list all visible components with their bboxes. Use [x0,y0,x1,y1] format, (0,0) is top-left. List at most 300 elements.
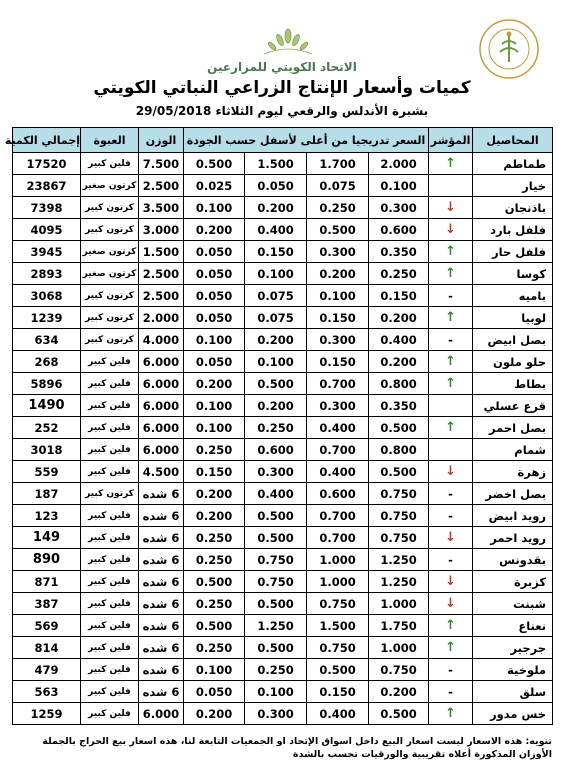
pack-cell: كرتون كبير [81,285,139,307]
price-2-cell: 0.150 [307,681,369,703]
price-4-cell: 0.500 [184,615,245,637]
indicator-cell [429,593,473,615]
price-4-cell: 0.500 [184,153,245,175]
dash-icon: - [448,486,453,501]
total-cell: 252 [13,417,81,439]
indicator-cell [429,571,473,593]
indicator-cell [429,285,473,307]
indicator-cell [429,505,473,527]
price-3-cell: 0.200 [245,395,307,417]
table-row [13,153,553,175]
table-row [13,219,553,241]
price-1-cell: 0.750 [369,483,429,505]
federation-logo [478,18,540,80]
pack-cell: كرتون صغير [81,175,139,197]
table-row [13,505,553,527]
indicator-cell [429,659,473,681]
price-4-cell: 0.050 [184,681,245,703]
table-row [13,241,553,263]
product-cell: باميه [473,285,553,307]
product-cell: فلفل بارد [473,219,553,241]
indicator-cell [429,703,473,725]
product-cell: رويد احمر [473,527,553,549]
weight-cell: 6 شده [139,549,184,571]
pack-cell: فلين كبير [81,373,139,395]
total-cell: 4095 [13,219,81,241]
price-1-cell: 0.100 [369,175,429,197]
table-row [13,549,553,571]
price-2-cell: 0.400 [307,703,369,725]
price-2-cell: 0.300 [307,329,369,351]
total-cell: 149 [13,527,81,549]
total-cell: 187 [13,483,81,505]
price-2-cell: 0.700 [307,505,369,527]
total-cell: 890 [13,549,81,571]
pack-cell: فلين كبير [81,351,139,373]
indicator-cell [429,373,473,395]
product-cell: شمام [473,439,553,461]
arrow-up-icon: ↑ [445,376,456,391]
indicator-cell [429,527,473,549]
total-cell: 559 [13,461,81,483]
indicator-cell [429,615,473,637]
table-row [13,351,553,373]
pack-cell: كرتون صغير [81,241,139,263]
indicator-cell [429,681,473,703]
arrow-up-icon: ↑ [445,354,456,369]
product-cell: بقدونس [473,549,553,571]
indicator-cell [429,219,473,241]
price-2-cell: 0.700 [307,373,369,395]
arrow-up-icon: ↑ [445,618,456,633]
indicator-cell [429,241,473,263]
pack-cell: فلين كبير [81,571,139,593]
indicator-cell [429,461,473,483]
dash-icon: - [448,552,453,567]
price-4-cell: 0.100 [184,197,245,219]
arrow-down-icon: ↓ [445,464,456,479]
report-date: بشبرة الأندلس والرقعي ليوم الثلاثاء 29/05/2018 [135,104,429,118]
price-2-cell: 0.150 [307,307,369,329]
price-1-cell: 2.000 [369,153,429,175]
pack-cell: فلين كبير [81,593,139,615]
weight-cell: 2.000 [139,307,184,329]
price-1-cell: 0.750 [369,659,429,681]
total-cell: 3945 [13,241,81,263]
arrow-up-icon: ↑ [445,640,456,655]
product-cell: حلو ملون [473,351,553,373]
price-1-cell: 0.200 [369,681,429,703]
weight-cell: 4.000 [139,329,184,351]
price-1-cell: 0.500 [369,417,429,439]
table-row [13,307,553,329]
price-1-cell: 0.350 [369,395,429,417]
weight-cell: 6 شده [139,659,184,681]
price-3-cell: 0.500 [245,527,307,549]
dash-icon: - [448,508,453,523]
weight-cell: 6 شده [139,483,184,505]
table-row [13,571,553,593]
product-cell: بصل اخضر [473,483,553,505]
price-2-cell: 1.000 [307,549,369,571]
pack-cell: فلين كبير [81,703,139,725]
product-cell: خس مدور [473,703,553,725]
price-3-cell: 0.075 [245,285,307,307]
table-row [13,483,553,505]
price-4-cell: 0.050 [184,285,245,307]
table-row [13,285,553,307]
total-cell: 23867 [13,175,81,197]
product-cell: خيار [473,175,553,197]
total-cell: 268 [13,351,81,373]
product-cell: كزبرة [473,571,553,593]
table-row [13,373,553,395]
weight-cell: 6.000 [139,703,184,725]
weight-cell: 6 شده [139,571,184,593]
pack-cell: كرتون كبير [81,219,139,241]
price-1-cell: 1.000 [369,637,429,659]
table-row [13,417,553,439]
price-2-cell: 0.750 [307,593,369,615]
price-3-cell: 0.500 [245,637,307,659]
product-cell: لوبيا [473,307,553,329]
price-1-cell: 1.000 [369,593,429,615]
pack-cell: كرتون كبير [81,197,139,219]
price-4-cell: 0.200 [184,505,245,527]
price-table [4,127,553,725]
price-1-cell: 0.200 [369,351,429,373]
total-cell: 569 [13,615,81,637]
pack-cell: كرتون كبير [81,329,139,351]
arrow-up-icon: ↑ [445,266,456,281]
pack-cell: فلين كبير [81,505,139,527]
weight-cell: 3.000 [139,219,184,241]
indicator-cell [429,395,473,417]
price-4-cell: 0.050 [184,241,245,263]
price-2-cell: 0.600 [307,483,369,505]
total-cell: 634 [13,329,81,351]
table-row [13,263,553,285]
indicator-cell [429,351,473,373]
page-header [0,0,564,125]
price-1-cell: 0.350 [369,241,429,263]
arrow-up-icon: ↑ [445,420,456,435]
price-4-cell: 0.050 [184,351,245,373]
product-cell: بصل احمر [473,417,553,439]
total-cell: 814 [13,637,81,659]
org-name: الاتحاد الكويتي للمزارعين [207,60,357,74]
price-2-cell: 0.700 [307,527,369,549]
pack-cell: فلين كبير [81,681,139,703]
price-3-cell: 0.750 [245,549,307,571]
col-header-price: السعر تدريجيا من أعلى لأسفل حسب الجودة [184,128,429,153]
weight-cell: 6 شده [139,615,184,637]
total-cell: 1239 [13,307,81,329]
arrow-up-icon: ↑ [445,156,456,171]
total-cell: 123 [13,505,81,527]
table-row [13,395,553,417]
price-4-cell: 0.200 [184,703,245,725]
table-row [13,637,553,659]
total-cell: 1259 [13,703,81,725]
price-4-cell: 0.250 [184,439,245,461]
price-3-cell: 0.150 [245,241,307,263]
table-row [13,593,553,615]
price-4-cell: 0.100 [184,395,245,417]
price-1-cell: 0.800 [369,439,429,461]
table-row [13,175,553,197]
arrow-down-icon: ↓ [445,574,456,589]
weight-cell: 6.000 [139,395,184,417]
price-3-cell: 0.300 [245,461,307,483]
product-cell: بطاط [473,373,553,395]
indicator-cell [429,417,473,439]
price-2-cell: 0.300 [307,241,369,263]
table-row [13,681,553,703]
weight-cell: 2.500 [139,175,184,197]
weight-cell: 6 شده [139,505,184,527]
product-cell: طماطم [473,153,553,175]
price-2-cell: 0.750 [307,637,369,659]
weight-cell: 6.000 [139,373,184,395]
price-2-cell: 1.700 [307,153,369,175]
dash-icon: - [448,332,453,347]
weight-cell: 3.500 [139,197,184,219]
pack-cell: فلين كبير [81,637,139,659]
price-1-cell: 0.200 [369,307,429,329]
arrow-up-icon: ↑ [445,244,456,259]
pack-cell: فلين كبير [81,417,139,439]
weight-cell: 6.000 [139,439,184,461]
product-cell: شبنت [473,593,553,615]
arrow-down-icon: ↓ [445,530,456,545]
total-cell: 17520 [13,153,81,175]
table-row [13,615,553,637]
table-row [13,197,553,219]
price-1-cell: 0.500 [369,461,429,483]
price-3-cell: 0.600 [245,439,307,461]
weight-cell: 7.500 [139,153,184,175]
price-3-cell: 0.500 [245,505,307,527]
price-2-cell: 0.700 [307,439,369,461]
col-header-pack: العبوة [81,128,139,153]
price-4-cell: 0.025 [184,175,245,197]
price-1-cell: 0.250 [369,263,429,285]
table-row [13,659,553,681]
table-row [13,329,553,351]
price-3-cell: 0.100 [245,681,307,703]
weight-cell: 6 شده [139,681,184,703]
price-2-cell: 0.500 [307,659,369,681]
price-4-cell: 0.500 [184,571,245,593]
price-1-cell: 0.600 [369,219,429,241]
col-header-total: إجمالي الكمية [13,128,81,153]
price-4-cell: 0.250 [184,593,245,615]
weight-cell: 4.500 [139,461,184,483]
price-4-cell: 0.050 [184,307,245,329]
price-1-cell: 0.750 [369,505,429,527]
price-3-cell: 1.500 [245,153,307,175]
weight-cell: 6 شده [139,637,184,659]
indicator-cell [429,263,473,285]
price-1-cell: 0.300 [369,197,429,219]
weight-cell: 1.500 [139,241,184,263]
price-1-cell: 0.150 [369,285,429,307]
price-3-cell: 0.250 [245,417,307,439]
product-cell: ملوخية [473,659,553,681]
price-3-cell: 0.400 [245,483,307,505]
total-cell: 3068 [13,285,81,307]
price-4-cell: 0.250 [184,637,245,659]
price-3-cell: 0.050 [245,175,307,197]
price-4-cell: 0.250 [184,549,245,571]
pack-cell: كرتون كبير [81,483,139,505]
pack-cell: فلين كبير [81,153,139,175]
price-3-cell: 0.200 [245,197,307,219]
dash-icon: - [448,288,453,303]
product-cell: بصل ابيض [473,329,553,351]
dash-icon: - [448,684,453,699]
total-cell: 2893 [13,263,81,285]
price-1-cell: 0.500 [369,703,429,725]
price-2-cell: 0.400 [307,417,369,439]
table-row [13,527,553,549]
table-row [13,703,553,725]
col-header-product: المحاصيل [473,128,553,153]
price-4-cell: 0.200 [184,483,245,505]
price-3-cell: 0.250 [245,659,307,681]
price-1-cell: 1.250 [369,549,429,571]
col-header-weight: الوزن [139,128,184,153]
price-4-cell: 0.100 [184,417,245,439]
total-cell: 563 [13,681,81,703]
price-4-cell: 0.200 [184,219,245,241]
price-3-cell: 0.300 [245,703,307,725]
pack-cell: كرتون كبير [81,307,139,329]
pack-cell: فلين كبير [81,395,139,417]
price-4-cell: 0.050 [184,263,245,285]
price-1-cell: 0.400 [369,329,429,351]
footnote-line-1: تنويه: هذه الاسعار ليست اسعار البيع داخل اسواق الإتحاد او الجمعيات التابعة لنا، هذه اسعار بيع الحراج بالجملة [42,736,552,747]
price-1-cell: 0.750 [369,527,429,549]
pack-cell: فلين كبير [81,439,139,461]
indicator-cell [429,153,473,175]
price-2-cell: 0.100 [307,285,369,307]
price-3-cell: 0.100 [245,351,307,373]
indicator-cell [429,175,473,197]
price-2-cell: 0.150 [307,351,369,373]
price-3-cell: 0.500 [245,593,307,615]
price-1-cell: 1.750 [369,615,429,637]
price-3-cell: 0.750 [245,571,307,593]
product-cell: باذنجان [473,197,553,219]
price-2-cell: 0.200 [307,263,369,285]
price-3-cell: 0.400 [245,219,307,241]
table-row [13,461,553,483]
indicator-cell [429,307,473,329]
arrow-down-icon: ↓ [445,596,456,611]
pack-cell: فلين كبير [81,615,139,637]
pack-cell: فلين كبير [81,659,139,681]
indicator-cell [429,483,473,505]
indicator-cell [429,197,473,219]
total-cell: 387 [13,593,81,615]
price-4-cell: 0.250 [184,527,245,549]
price-3-cell: 1.250 [245,615,307,637]
price-3-cell: 0.500 [245,373,307,395]
price-4-cell: 0.100 [184,329,245,351]
product-cell: فلفل حار [473,241,553,263]
price-2-cell: 1.000 [307,571,369,593]
weight-cell: 6 شده [139,593,184,615]
price-1-cell: 0.800 [369,373,429,395]
dash-icon: - [448,662,453,677]
total-cell: 479 [13,659,81,681]
pack-cell: فلين كبير [81,527,139,549]
page-title: كميات وأسعار الإنتاج الزراعي النباتي الكويتي [93,78,471,98]
arrow-up-icon: ↑ [445,706,456,721]
weight-cell: 6.000 [139,417,184,439]
product-cell: قرع عسلي [473,395,553,417]
product-cell: زهرة [473,461,553,483]
arrow-down-icon: ↓ [445,222,456,237]
indicator-cell [429,439,473,461]
price-3-cell: 0.075 [245,307,307,329]
indicator-cell [429,549,473,571]
table-header-row [13,128,553,153]
wheat-ornament-icon [256,28,320,60]
col-header-indicator: المؤشر [429,128,473,153]
price-2-cell: 1.500 [307,615,369,637]
footnote-line-2: الأوزان المذكورة أعلاه تقريبية والورقيات تحسب بالشدة [292,749,552,760]
table-row [13,439,553,461]
arrow-up-icon: ↑ [445,310,456,325]
weight-cell: 2.500 [139,285,184,307]
total-cell: 5896 [13,373,81,395]
price-1-cell: 1.250 [369,571,429,593]
weight-cell: 6 شده [139,527,184,549]
pack-cell: كرتون صغير [81,263,139,285]
product-cell: نعناع [473,615,553,637]
table-body [13,153,553,725]
pack-cell: فلين كبير [81,549,139,571]
weight-cell: 6.000 [139,351,184,373]
price-2-cell: 0.300 [307,395,369,417]
total-cell: 3018 [13,439,81,461]
price-4-cell: 0.150 [184,461,245,483]
product-cell: جرجير [473,637,553,659]
pack-cell: فلين كبير [81,461,139,483]
total-cell: 871 [13,571,81,593]
indicator-cell [429,329,473,351]
indicator-cell [429,637,473,659]
arrow-down-icon: ↓ [445,200,456,215]
price-2-cell: 0.400 [307,461,369,483]
price-2-cell: 0.075 [307,175,369,197]
weight-cell: 2.500 [139,263,184,285]
price-4-cell: 0.200 [184,373,245,395]
product-cell: سلق [473,681,553,703]
product-cell: رويد ابيض [473,505,553,527]
footnote [12,735,552,761]
total-cell: 7398 [13,197,81,219]
price-2-cell: 0.500 [307,219,369,241]
price-4-cell: 0.100 [184,659,245,681]
total-cell: 1490 [13,395,81,417]
product-cell: كوسا [473,263,553,285]
price-2-cell: 0.250 [307,197,369,219]
price-3-cell: 0.200 [245,329,307,351]
